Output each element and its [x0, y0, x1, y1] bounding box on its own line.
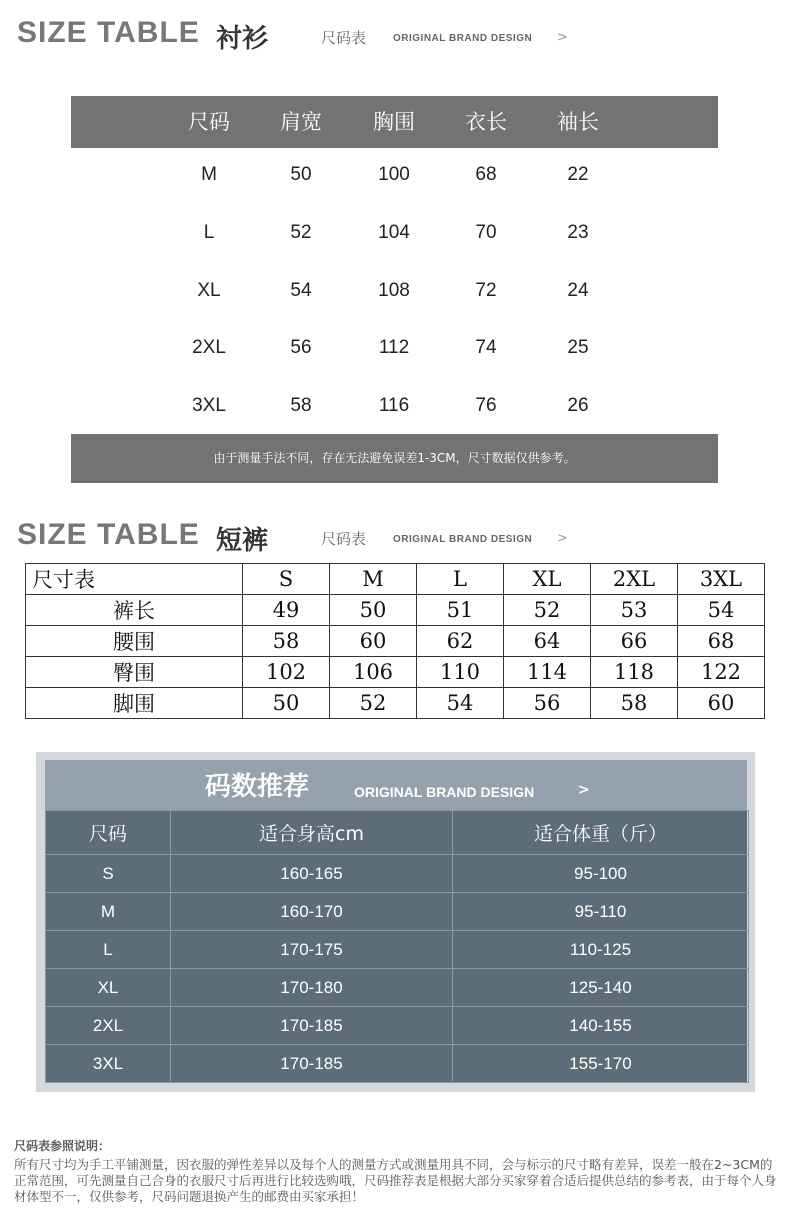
length-cell: 76	[475, 395, 497, 416]
shirt-title-cn: 衬衫	[216, 24, 269, 54]
shorts-subtitle: 尺码表	[321, 530, 367, 548]
shoulder-cell: 56	[290, 337, 312, 358]
value-cell: 58	[591, 688, 678, 719]
table-row	[71, 164, 718, 188]
table-row	[26, 688, 765, 719]
value-cell: 110	[417, 657, 504, 688]
shirt-header-cell: 袖长	[557, 110, 599, 134]
table-row	[26, 657, 765, 688]
weight-cell: 95-110	[453, 893, 749, 931]
shorts-title-en: SIZE TABLE	[17, 518, 200, 551]
shoulder-cell: 58	[290, 395, 312, 416]
table-row	[71, 337, 718, 361]
length-cell: 70	[475, 222, 497, 243]
value-cell: 62	[417, 626, 504, 657]
chevron-right-icon: >	[557, 531, 568, 546]
size-cell: S	[46, 855, 171, 893]
sleeve-cell: 25	[567, 337, 589, 358]
table-row	[46, 811, 749, 855]
size-header-cell: S	[243, 564, 330, 595]
value-cell: 51	[417, 595, 504, 626]
value-cell: 52	[330, 688, 417, 719]
size-header-cell: 3XL	[678, 564, 765, 595]
recommend-table	[45, 810, 749, 1083]
table-row	[46, 1045, 749, 1083]
value-cell: 66	[591, 626, 678, 657]
size-header-cell: L	[417, 564, 504, 595]
table-row	[46, 893, 749, 931]
recommend-title: 码数推荐	[205, 772, 310, 802]
chest-cell: 108	[378, 280, 410, 301]
table-row	[46, 1007, 749, 1045]
height-cell: 160-170	[171, 893, 453, 931]
table-row	[26, 626, 765, 657]
value-cell: 106	[330, 657, 417, 688]
value-cell: 54	[417, 688, 504, 719]
shorts-title-cn: 短裤	[216, 526, 269, 556]
recommend-header-cell: 适合身高cm	[171, 811, 453, 855]
table-row	[46, 855, 749, 893]
size-cell: L	[46, 931, 171, 969]
size-cell: XL	[197, 280, 221, 301]
shirt-subtitle-en: ORIGINAL BRAND DESIGN	[393, 33, 533, 44]
sleeve-cell: 23	[567, 222, 589, 243]
height-cell: 160-165	[171, 855, 453, 893]
value-cell: 60	[330, 626, 417, 657]
row-label: 裤长	[26, 595, 243, 626]
weight-cell: 110-125	[453, 931, 749, 969]
weight-cell: 95-100	[453, 855, 749, 893]
shirt-title-en: SIZE TABLE	[17, 16, 200, 49]
weight-cell: 155-170	[453, 1045, 749, 1083]
chest-cell: 112	[378, 337, 410, 358]
row-label: 臀围	[26, 657, 243, 688]
table-row	[26, 595, 765, 626]
value-cell: 118	[591, 657, 678, 688]
size-cell: 3XL	[46, 1045, 171, 1083]
shirt-table-header	[71, 96, 718, 148]
value-cell: 50	[330, 595, 417, 626]
sleeve-cell: 22	[567, 164, 589, 185]
footnote-body: 所有尺寸均为手工平铺测量，因衣服的弹性差异以及每个人的测量方式或测量用具不同，会与标示的尺寸略有差异，误差一般在2~3CM的正常范围，可先测量自己合身的衣服尺寸后再进行比较选购哦，尺码推荐表是根据大部分买家穿着合适后提供总结的参考表，由于每个人身材体型不一，仅供参考，尺码问题退换产生的邮费由买家承担！	[14, 1157, 777, 1204]
length-cell: 74	[475, 337, 497, 358]
height-cell: 170-175	[171, 931, 453, 969]
table-row	[71, 395, 718, 419]
value-cell: 52	[504, 595, 591, 626]
footnote-title: 尺码表参照说明：	[14, 1139, 111, 1153]
value-cell: 50	[243, 688, 330, 719]
weight-cell: 125-140	[453, 969, 749, 1007]
size-cell: M	[201, 164, 217, 185]
length-cell: 68	[475, 164, 497, 185]
shirt-header-cell: 肩宽	[280, 110, 322, 134]
recommend-header-cell: 适合体重（斤）	[453, 811, 749, 855]
sleeve-cell: 24	[567, 280, 589, 301]
size-cell: M	[46, 893, 171, 931]
shirt-header-cell: 胸围	[373, 110, 415, 134]
size-cell: 2XL	[192, 337, 226, 358]
size-cell: 2XL	[46, 1007, 171, 1045]
chest-cell: 100	[378, 164, 410, 185]
value-cell: 54	[678, 595, 765, 626]
weight-cell: 140-155	[453, 1007, 749, 1045]
table-row	[26, 564, 765, 595]
chest-cell: 104	[378, 222, 410, 243]
value-cell: 53	[591, 595, 678, 626]
value-cell: 64	[504, 626, 591, 657]
chevron-right-icon: >	[557, 30, 568, 45]
height-cell: 170-180	[171, 969, 453, 1007]
size-header-cell: M	[330, 564, 417, 595]
shoulder-cell: 54	[290, 280, 312, 301]
size-header-cell: 2XL	[591, 564, 678, 595]
shirt-header-cell: 尺码	[188, 110, 230, 134]
value-cell: 114	[504, 657, 591, 688]
shorts-subtitle-en: ORIGINAL BRAND DESIGN	[393, 534, 533, 545]
recommend-header-cell: 尺码	[46, 811, 171, 855]
value-cell: 122	[678, 657, 765, 688]
size-cell: XL	[46, 969, 171, 1007]
shoulder-cell: 52	[290, 222, 312, 243]
shorts-size-table	[25, 563, 765, 719]
row-label: 脚围	[26, 688, 243, 719]
value-cell: 68	[678, 626, 765, 657]
shoulder-cell: 50	[290, 164, 312, 185]
table-row	[46, 931, 749, 969]
length-cell: 72	[475, 280, 497, 301]
chevron-right-icon: >	[578, 782, 590, 798]
row-label: 腰围	[26, 626, 243, 657]
height-cell: 170-185	[171, 1007, 453, 1045]
recommend-title-en: ORIGINAL BRAND DESIGN	[354, 784, 535, 800]
shirt-table-note: 由于测量手法不同，存在无法避免误差1-3CM，尺寸数据仅供参考。	[71, 434, 718, 483]
height-cell: 170-185	[171, 1045, 453, 1083]
value-cell: 49	[243, 595, 330, 626]
corner-cell: 尺寸表	[26, 564, 243, 595]
value-cell: 56	[504, 688, 591, 719]
value-cell: 58	[243, 626, 330, 657]
size-cell: L	[203, 222, 215, 243]
table-row	[71, 280, 718, 304]
table-row	[71, 222, 718, 246]
table-row	[46, 969, 749, 1007]
value-cell: 102	[243, 657, 330, 688]
value-cell: 60	[678, 688, 765, 719]
chest-cell: 116	[378, 395, 410, 416]
shirt-header-cell: 衣长	[465, 110, 507, 134]
shirt-subtitle: 尺码表	[321, 29, 367, 47]
size-cell: 3XL	[192, 395, 226, 416]
sleeve-cell: 26	[567, 395, 589, 416]
size-header-cell: XL	[504, 564, 591, 595]
